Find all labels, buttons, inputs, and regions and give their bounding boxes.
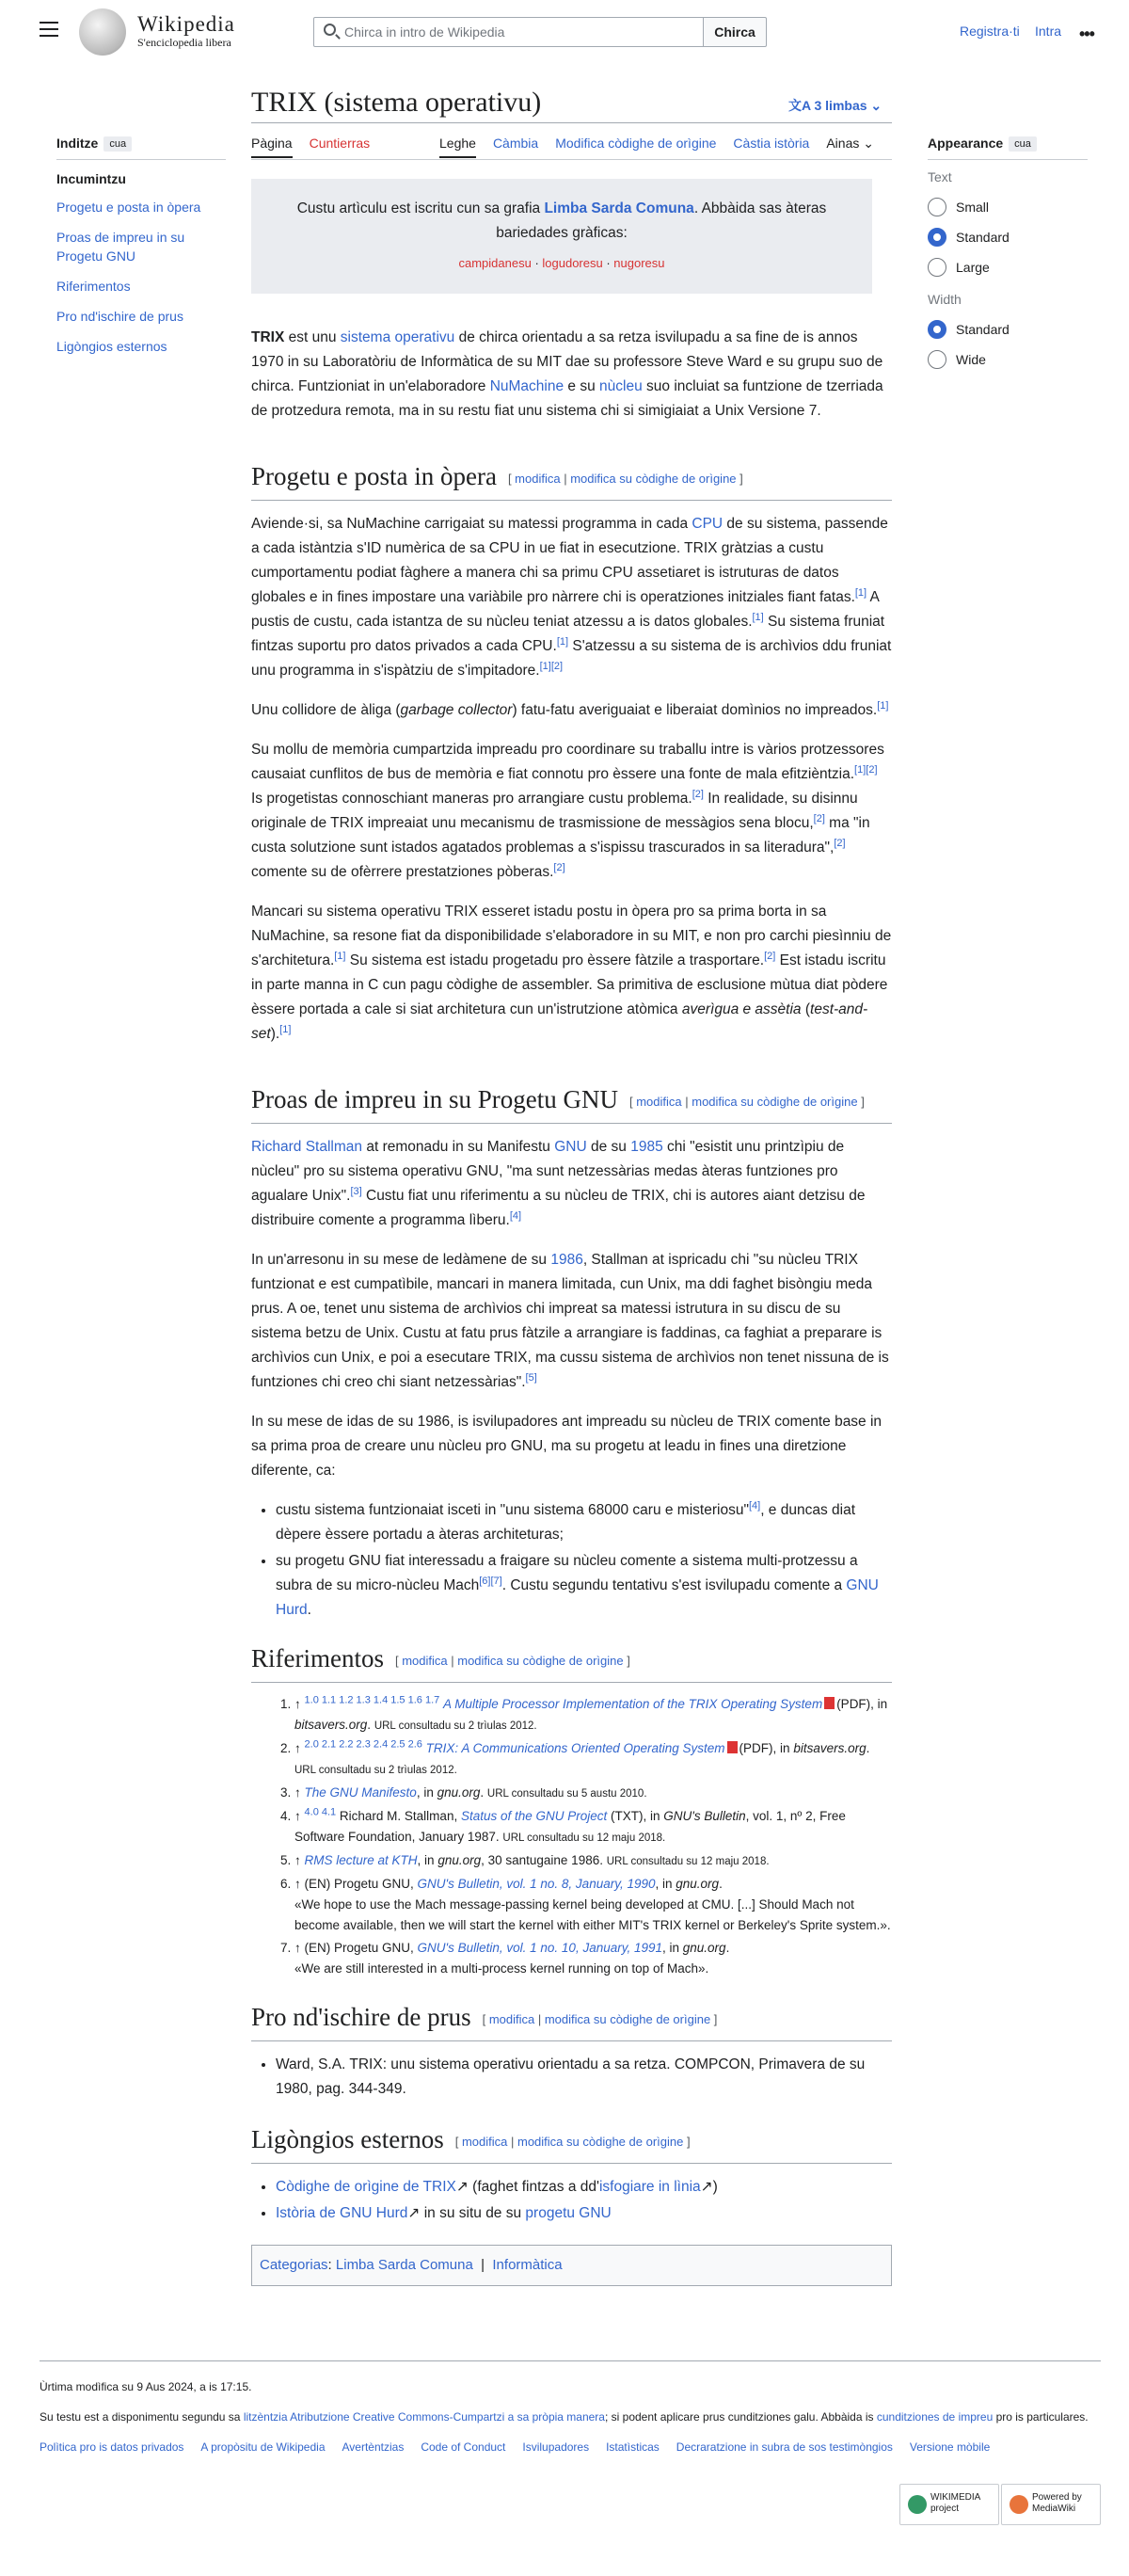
footer-link[interactable]: Istatìsticas bbox=[606, 2440, 660, 2454]
chevron-down-icon: ⌄ bbox=[870, 98, 883, 113]
footer-link[interactable]: Versione mòbile bbox=[909, 2440, 991, 2454]
hatnote bbox=[251, 179, 872, 294]
footer-links bbox=[40, 2439, 1101, 2456]
option-label: Large bbox=[956, 260, 990, 275]
categories-label[interactable]: Categorias bbox=[260, 2257, 328, 2273]
edit-source-link[interactable]: modifica su còdighe de orìgine bbox=[457, 1654, 624, 1668]
text-size-large-option[interactable] bbox=[928, 252, 1088, 282]
language-count: 3 limbas bbox=[814, 98, 867, 113]
mediawiki-icon bbox=[1010, 2495, 1028, 2514]
wikimedia-icon bbox=[908, 2495, 927, 2514]
license-notice bbox=[40, 2408, 1101, 2425]
width-label: Width bbox=[928, 292, 962, 307]
reference-item: 5. ↑ RMS lecture at KTH, in gnu.org, 30 santugaine 1986. URL consultadu su 12 maju 2018. bbox=[294, 1850, 892, 1872]
edit-link[interactable]: modifica bbox=[461, 2135, 508, 2149]
toc-heading: Inditze bbox=[56, 136, 99, 151]
list-item: • Còdighe de orìgine de TRIX↗ (faghet fintzas a dd'isfogiare in lìnia↗) bbox=[276, 2175, 892, 2200]
last-modified: Ùrtima modìfica su 9 Aus 2024, a is 17:15. bbox=[40, 2380, 252, 2393]
text-size-small-option[interactable] bbox=[928, 192, 1088, 222]
badge-text: WIKIMEDIA project bbox=[930, 2492, 980, 2514]
reference-item: 3. ↑ The GNU Manifesto, in gnu.org. URL consultadu su 5 austu 2010. bbox=[294, 1783, 892, 1804]
appearance-panel bbox=[928, 136, 1088, 375]
section-heading bbox=[251, 1082, 892, 1124]
edit-link[interactable]: modifica bbox=[402, 1654, 448, 1668]
width-wide-option[interactable] bbox=[928, 344, 1088, 375]
badge-text: Powered by MediaWiki bbox=[1032, 2492, 1082, 2514]
radio-small[interactable] bbox=[928, 198, 946, 216]
tools-menu[interactable]: Ainas ⌄ bbox=[826, 136, 874, 162]
table-of-contents bbox=[56, 136, 226, 367]
paragraph: Su mollu de memòria cumpartzida impreadu pro coordinare su traballu intre is vàrios protzessores causaiat cunflitos de bus de memòria e fiat connotu pro èssere una fonte de mala efitzièntzia.[1][2] Is progetistas connoschiant maneras pro arrangiare custu problema.[2] In realidade, su disinnu originale de TRIX impreaiat unu mecanismu de trasmissione de messàgios sena blocu,[2] ma "in custa solutzione sunt istados agatados problemas a s'ispissu trascurados in sa literadura",[2] comente su de ofèrrere prestatziones pòberas.[2] bbox=[251, 742, 884, 880]
search-input[interactable]: Chirca in intro de Wikipedia bbox=[313, 17, 704, 47]
footer bbox=[40, 2360, 1101, 2514]
paragraph: In un'arresonu in su mese de ledàmene de su 1986, Stallman at ispricadu chi "su nùcleu TRIX funtzionat e est cumpatìbile, mancari in manera limitada, cun Unix, ma ddi faghet bisòngiu meda prus. A oe, tenet unu sistema de archìvios chi impreat sa matessi istrutura in su discu de su sistema betzu de Unix. Custu at fatu prus fàtzile a arrangiare is faddinas, ca faghiat a preparare is archìvios cun Unix, e poi a esecutare TRIX, ma cussu sistema de archìvios non tenet nissuna de is funtziones chi creo chi siant netzessàrias".[5] bbox=[251, 1252, 889, 1390]
edit-source-link[interactable]: modifica su còdighe de orìgine bbox=[692, 1095, 858, 1109]
paragraph: In su mese de idas de su 1986, is isvilupadores ant impreadu su nùcleu de TRIX comente base in sa prima proa de creare unu nùcleu pro GNU, ma su progetu at leadu in fines una diretzione diferente, ca: bbox=[251, 1414, 883, 1479]
radio-width-wide[interactable] bbox=[928, 350, 946, 369]
main-menu-icon[interactable] bbox=[40, 22, 58, 39]
login-link[interactable]: Intra bbox=[1035, 24, 1062, 39]
namespace-tabs bbox=[251, 136, 387, 158]
section-heading bbox=[251, 2122, 892, 2164]
text-size-label: Text bbox=[928, 169, 952, 184]
reference-item: 4. ↑ $^{4.0 4.1}$ Richard M. Stallman, Status of the GNU Project (TXT), in GNU's Bulletin, vol. 1, nº 2, Free Software Foundation, January 1987. URL consultadu su 12 maju 2018. bbox=[294, 1806, 892, 1848]
tab-read[interactable]: Leghe bbox=[439, 136, 476, 158]
radio-standard[interactable] bbox=[928, 228, 946, 247]
wordmark[interactable]: Wikipedia bbox=[137, 12, 235, 36]
edit-source-link[interactable]: modifica su còdighe de orìgine bbox=[517, 2135, 684, 2149]
hatnote-link[interactable]: Limba Sarda Comuna bbox=[544, 200, 694, 216]
variant-links: campidanesu · logudoresu · nugoresu bbox=[458, 256, 665, 270]
variant-link[interactable]: campidanesu bbox=[458, 256, 532, 270]
footer-link[interactable]: Decraratzione in subra de sos testimòngios bbox=[676, 2440, 893, 2454]
tools-label: Ainas bbox=[826, 136, 860, 151]
edit-link[interactable]: modifica bbox=[636, 1095, 682, 1109]
toc-item[interactable]: Proas de impreu in su Progetu GNU bbox=[56, 230, 185, 264]
list-item: • su progetu GNU fiat interessadu a fraigare su nùcleu comente a sistema multi-protzessu a subra de su micro-nùcleu Mach[6][7]. Custu segundu tentativu s'est isvilupadu comente a GNU Hurd. bbox=[276, 1549, 892, 1623]
text-size-standard-option[interactable] bbox=[928, 222, 1088, 252]
edit-links: [ modifica | modifica su còdighe de orìgine ] bbox=[628, 1095, 865, 1109]
tagline: S'enciclopedia libera bbox=[137, 36, 231, 49]
paragraph: Mancari su sistema operativu TRIX esseret istadu postu in òpera pro sa prima borta in sa NuMachine, sa resone fiat da disponibilidade s'elaboradore in su MIT, e non pro carchi piesìnniu de s'architetura.[1] Su sistema est istadu progetadu pro èssere fàtzile a trasportare.[2] Est istadu iscritu in parte manna in C cun pagu còdighe de assembler. Sa primitiva de esclusione mùtua diat pòdere èssere portada a cale si siat architetura cun un'istrutzione atòmica averìgua e assètia (test-and-set).[1] bbox=[251, 904, 892, 1042]
article-body bbox=[251, 179, 892, 2286]
tab-talk[interactable]: Cuntierras bbox=[309, 136, 371, 151]
tab-page[interactable]: Pàgina bbox=[251, 136, 293, 158]
hatnote-text: Custu artìculu est iscritu cun sa grafia bbox=[296, 200, 545, 216]
appearance-heading: Appearance bbox=[928, 136, 1004, 151]
toc-item[interactable]: Progetu e posta in òpera bbox=[56, 200, 201, 215]
site-header bbox=[0, 0, 1129, 62]
translate-icon: 文A bbox=[788, 98, 811, 113]
footer-link[interactable]: Code of Conduct bbox=[421, 2440, 506, 2454]
option-label: Standard bbox=[956, 322, 1010, 337]
search-button[interactable]: Chirca bbox=[703, 17, 767, 47]
footer-link[interactable]: Polìtica pro is datos privados bbox=[40, 2440, 184, 2454]
section-title: Progetu e posta in òpera bbox=[251, 462, 497, 490]
edit-source-link[interactable]: modifica su còdighe de orìgine bbox=[544, 2012, 711, 2026]
width-standard-option[interactable] bbox=[928, 314, 1088, 344]
divider bbox=[56, 159, 226, 160]
list-item: • custu sistema funtzionaiat isceti in "unu sistema 68000 caru e misteriosu"[4], e duncas diat dèpere èssere portadu a àteras architeturas; bbox=[276, 1498, 892, 1547]
section-heading bbox=[251, 459, 892, 501]
section-heading bbox=[251, 1641, 892, 1683]
reference-item: 6. ↑ (EN) Progetu GNU, GNU's Bulletin, vol. 1 no. 8, January, 1990, in gnu.org. «We hope to use the Mach message-passing kernel being developed at CMU. [...] Should Mach not become available, then we will start the kernel with either MIT's TRIX kernel or Berkeley's Sprite system.». bbox=[294, 1874, 892, 1936]
reference-item: 1. ↑ $^{1.0 1.1 1.2 1.3 1.4 1.5 1.6 1.7}$ A Multiple Processor Implementation of the TRIX Operating System (PDF), in bitsavers.org. URL consultadu su 2 trìulas 2012. bbox=[294, 1694, 892, 1736]
search-icon bbox=[324, 24, 336, 36]
paragraph: Unu collidore de àliga (garbage collector) fatu-fatu averiguaiat e liberaiat domìnios no impreados.[1] bbox=[251, 699, 889, 718]
radio-large[interactable] bbox=[928, 258, 946, 277]
section-title: Ligòngios esternos bbox=[251, 2125, 444, 2153]
tab-edit-source[interactable]: Modifica còdighe de orìgine bbox=[555, 136, 717, 151]
terms-link[interactable]: cunditziones de impreu bbox=[876, 2410, 994, 2424]
section-heading bbox=[251, 2000, 892, 2041]
hatnote-text: . Abbàida sas àteras bariedades gràficas: bbox=[496, 200, 827, 241]
license-text: ; si podent aplicare prus cunditziones galu. Abbàida is bbox=[604, 2410, 877, 2424]
footer-link[interactable]: A propòsitu de Wikipedia bbox=[200, 2440, 326, 2454]
references-list bbox=[294, 1694, 892, 1979]
toc-item[interactable]: Ligòngios esternos bbox=[56, 339, 167, 354]
bullet-list bbox=[276, 2175, 892, 2226]
option-label: Standard bbox=[956, 230, 1010, 245]
toc-item[interactable]: Pro nd'ischire de prus bbox=[56, 309, 183, 324]
intro-paragraph: TRIX est unu sistema operativu de chirca orientadu a sa retza isvilupadu a sa fine de is annos 1970 in su Laboratòriu de Informàtica de su MIT dae su professore Steve Ward e su grupu suo de chirca. Funtzioniat in un'elaboradore NuMachine e su nùcleu suo incluiat sa funtzione de tzerriada de protzedura remota, ma in su restu fiat unu sistema chi si simigiaiat a Unix Versione 7. bbox=[251, 329, 883, 419]
reference-item: 7. ↑ (EN) Progetu GNU, GNU's Bulletin, vol. 1 no. 10, January, 1991, in gnu.org. «We are still interested in a multi-process kernel running on top of Mach». bbox=[294, 1938, 892, 1979]
license-link[interactable]: litzèntzia Atributzione Creative Commons-Cumpartzi a sa pròpia manera bbox=[243, 2410, 605, 2424]
license-text: Su testu est a disponimentu segundu sa bbox=[40, 2410, 244, 2424]
paragraph: Aviende·si, sa NuMachine carrigaiat su matessi programma in cada CPU de su sistema, passende a cada istàntzia s'ID numèrica de sa CPU in ue fiat in esecutzione. TRIX gràtzias a custu cumportamentu podiat fàghere a manera chi sa primu CPU assetiaret is istruturas de datos globales e in fines impostare una variàbile pro nàrrere chi is operatziones initziales fiant fatas.[1] A pustis de custu, cada istantza de su nùcleu teniat atzessu a is datos globales.[1] Su sistema fruniat fintzas suportu pro datos privados a cada CPU.[1] S'atzessu a su sistema de is archìvios ddu fruniat unu programma in s'ispàtziu de s'impitadore.[1][2] bbox=[251, 516, 892, 679]
register-link[interactable]: Registra·ti bbox=[960, 24, 1020, 39]
section-title: Proas de impreu in su Progetu GNU bbox=[251, 1085, 618, 1113]
edit-link[interactable]: modifica bbox=[488, 2012, 535, 2026]
appearance-title bbox=[928, 136, 1088, 152]
category-link[interactable]: Limba Sarda Comuna bbox=[335, 2257, 473, 2273]
page-title: TRIX (sistema operativu) bbox=[251, 87, 542, 118]
toc-title bbox=[56, 136, 226, 152]
option-label: Small bbox=[956, 200, 990, 215]
edit-links: [ modifica | modifica su còdighe de orìgine ] bbox=[454, 2135, 691, 2149]
radio-width-standard[interactable] bbox=[928, 320, 946, 339]
variant-link[interactable]: nugoresu bbox=[613, 256, 665, 270]
toc-hide-button[interactable]: cua bbox=[103, 136, 132, 152]
categories-box: Categorias: Limba Sarda Comuna | Informàtica bbox=[251, 2245, 892, 2286]
list-item: • Ward, S.A. TRIX: unu sistema operativu orientadu a sa retza. COMPCON, Primavera de su 1980, pag. 344-349. bbox=[276, 2053, 892, 2102]
pdf-icon bbox=[727, 1741, 738, 1753]
divider bbox=[251, 122, 892, 123]
edit-source-link[interactable]: modifica su còdighe de orìgine bbox=[570, 472, 737, 486]
toc-item-top[interactable]: Incumintzu bbox=[56, 171, 126, 186]
tab-edit[interactable]: Càmbia bbox=[492, 136, 539, 151]
mediawiki-badge[interactable] bbox=[1001, 2484, 1101, 2525]
toc-item[interactable]: Riferimentos bbox=[56, 279, 131, 294]
pdf-icon bbox=[824, 1697, 835, 1709]
footer-link[interactable]: Avertèntzias bbox=[342, 2440, 405, 2454]
footer-link[interactable]: Isvilupadores bbox=[522, 2440, 590, 2454]
section-title: Pro nd'ischire de prus bbox=[251, 2003, 471, 2031]
license-text: pro is particulares. bbox=[993, 2410, 1089, 2424]
bullet-list bbox=[276, 1498, 892, 1623]
edit-links: [ modifica | modifica su còdighe de orìgine ] bbox=[482, 2012, 718, 2026]
paragraph: Richard Stallman at remonadu in su Manifestu GNU de su 1985 chi "esistit unu printzìpiu de nùcleu" pro su sistema operativu GNU, "ma sunt netzessàrias medas àteras funtziones pro agualare Unix".[3] Custu fiat unu riferimentu a su nùcleu de TRIX, chi is autores aiant detzisu de distribuire comente a programma lìberu.[4] bbox=[251, 1139, 866, 1228]
section-title: Riferimentos bbox=[251, 1644, 384, 1672]
view-tabs bbox=[439, 136, 892, 162]
more-options-icon[interactable]: ••• bbox=[1079, 24, 1094, 43]
edit-links: [ modifica | modifica su còdighe de orìgine ] bbox=[507, 472, 743, 486]
edit-link[interactable]: modifica bbox=[515, 472, 561, 486]
appearance-hide-button[interactable]: cua bbox=[1009, 136, 1037, 152]
divider bbox=[251, 159, 892, 160]
option-label: Wide bbox=[956, 352, 986, 367]
divider bbox=[928, 159, 1088, 160]
variant-link[interactable]: logudoresu bbox=[542, 256, 603, 270]
wikipedia-globe-logo[interactable] bbox=[79, 8, 126, 56]
wikimedia-badge[interactable] bbox=[899, 2484, 999, 2525]
list-item: • Istòria de GNU Hurd↗ in su situ de su progetu GNU bbox=[276, 2201, 892, 2226]
reference-item: 2. ↑ $^{2.0 2.1 2.2 2.3 2.4 2.5 2.6}$ TRIX: A Communications Oriented Operating System (PDF), in bitsavers.org. URL consultadu su 2 trìulas 2012. bbox=[294, 1738, 892, 1781]
language-button[interactable] bbox=[788, 96, 882, 115]
tab-history[interactable]: Càstia istòria bbox=[733, 136, 810, 151]
category-link[interactable]: Informàtica bbox=[492, 2257, 563, 2273]
bullet-list bbox=[276, 2053, 892, 2102]
edit-links: [ modifica | modifica su còdighe de orìgine ] bbox=[394, 1654, 630, 1668]
